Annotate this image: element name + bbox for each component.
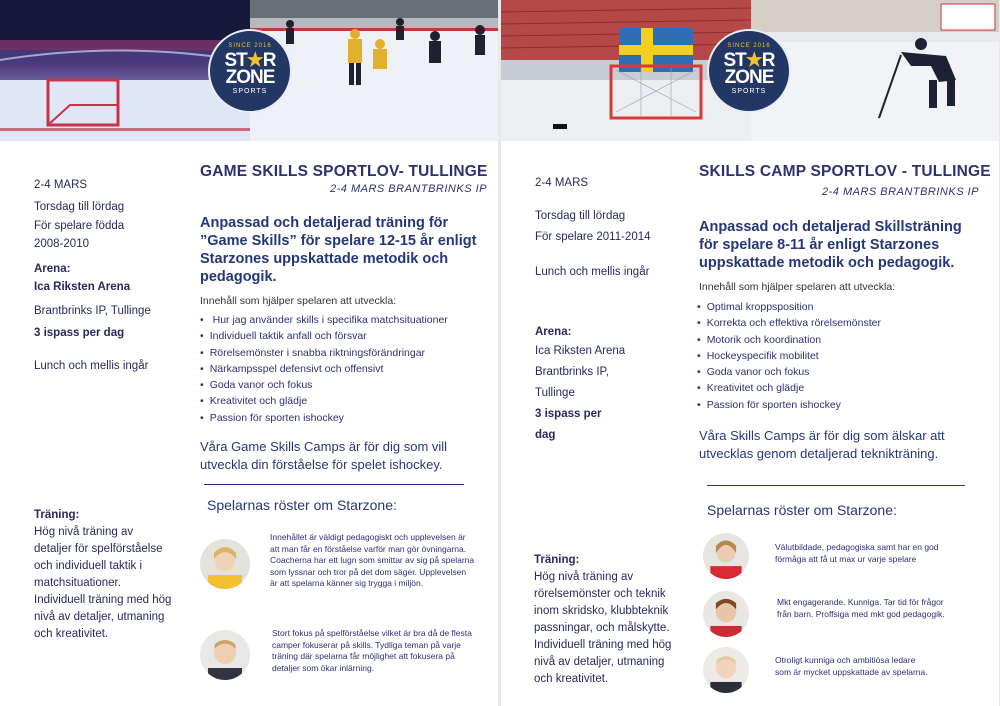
logo-since: SINCE 2016 — [727, 43, 771, 49]
list-item: • Hur jag använder skills i specifika matchsituationer — [200, 312, 448, 328]
ice-line: 3 ispass per — [535, 408, 602, 420]
arena-place: Brantbrinks IP, Tullinge — [34, 305, 151, 317]
page-title: GAME SKILLS SPORTLOV- TULLINGE — [200, 163, 488, 180]
camp-date: 2-4 MARS — [34, 179, 88, 191]
list-item: • Motorik och koordination — [697, 332, 881, 348]
logo-word-star: ST★R — [224, 50, 276, 71]
camp-claim — [200, 438, 447, 474]
lead-line: Anpassad och detaljerad Skillsträning — [699, 219, 962, 235]
list-item: • Korrekta och effektiva rörelsemönster — [697, 315, 881, 331]
lead-line: pedagogik. — [200, 269, 277, 285]
voices-heading: Spelarnas röster om Starzone: — [707, 502, 897, 518]
content-intro: Innehåll som hjälper spelaren att utveckla: — [699, 281, 896, 293]
player-avatar — [703, 647, 749, 693]
training-label: Träning: — [34, 509, 80, 521]
quote-line: träning där spelarna får möjlighet att fokusera på — [272, 651, 455, 661]
page-subtitle: 2-4 MARS BRANTBRINKS IP — [330, 183, 487, 195]
lead-line: Starzones uppskattade metodik och — [200, 251, 449, 267]
logo-word-star: ST★R — [723, 50, 775, 71]
birth-years: 2008-2010 — [34, 238, 89, 250]
training-line: inom skridsko, klubbteknik — [534, 605, 669, 617]
voices-heading: Spelarnas röster om Starzone: — [207, 497, 397, 513]
banner — [501, 0, 999, 141]
birth-label: För spelare födda — [34, 220, 125, 232]
content-list — [697, 299, 881, 413]
list-item: • Goda vanor och fokus — [697, 364, 881, 380]
quote-line: Innehållet är väldigt pedagogiskt och upplevelsen är — [270, 532, 466, 542]
content-list — [200, 312, 448, 426]
flyer-game-skills — [0, 0, 498, 706]
quote-line: förmåga att få ut max ur varje spelare — [775, 553, 917, 564]
divider — [204, 484, 464, 485]
info-column — [34, 176, 172, 375]
player-quote — [270, 532, 492, 590]
lead-line: ”Game Skills” för spelare 12-15 år enligt — [200, 233, 477, 249]
page-subtitle: 2-4 MARS BRANTBRINKS IP — [822, 186, 979, 198]
player-avatar — [200, 539, 250, 589]
player-quote — [272, 628, 494, 674]
training-label: Träning: — [534, 554, 580, 566]
arena-line: Brantbrinks IP, — [535, 366, 609, 378]
player-quote — [777, 597, 997, 620]
training-line: och kreativitet. — [34, 628, 109, 640]
list-item: • Närkampsspel defensivt och offensivt — [200, 361, 448, 377]
divider — [707, 485, 965, 486]
quote-line: Coacherna har ett lugn som smittar av sig på spelarna — [270, 555, 475, 565]
player-avatar — [200, 630, 250, 680]
logo-star-icon: ★ — [745, 50, 762, 71]
quote-line: är att spelarna känner sig trygga i miljön. — [270, 578, 424, 588]
player-quote — [775, 542, 995, 565]
quote-line: som lyssnar och tror på det dom säger. Upplevelsen — [270, 566, 467, 577]
lead-line: för spelare 8-11 år enligt Starzones — [699, 237, 940, 253]
training-line: rörelsemönster och teknik — [534, 588, 666, 600]
training-line: Hög nivå träning av — [34, 526, 134, 538]
list-item: • Passion för sporten ishockey — [200, 410, 448, 426]
logo-since: SINCE 2016 — [228, 43, 272, 49]
logo-sports: SPORTS — [731, 88, 767, 95]
list-item: • Individuell taktik anfall och försvar — [200, 328, 448, 344]
logo-sports: SPORTS — [232, 88, 268, 95]
quote-line: från barn. Proffsiga med mkt god pedagogik. — [777, 608, 945, 619]
player-quote — [775, 655, 995, 678]
arena-line: Tullinge — [535, 387, 575, 399]
starzone-logo — [707, 29, 791, 113]
arena-label: Arena: — [34, 263, 71, 275]
starzone-logo — [208, 29, 292, 113]
list-item: • Kreativitet och glädje — [200, 393, 448, 409]
arena-name: Ica Riksten Arena — [34, 281, 131, 293]
logo-word-zone: ZONE — [724, 67, 774, 88]
quote-line: camper fokuserar på skills. Tydliga teman på varje — [272, 639, 461, 650]
training-line: Individuell träning med hög — [534, 639, 672, 651]
list-item: • Kreativitet och glädje — [697, 380, 881, 396]
camp-claim — [699, 427, 945, 463]
content-intro: Innehåll som hjälper spelaren att utveckla: — [200, 295, 397, 307]
claim-line: utvecklas genom detaljerad teknikträning. — [699, 446, 939, 461]
arena-label: Arena: — [535, 326, 572, 338]
training-line: detaljer för spelförståelse — [34, 543, 163, 555]
list-item: • Optimal kroppsposition — [697, 299, 881, 315]
list-item: • Goda vanor och fokus — [200, 377, 448, 393]
player-avatar — [703, 533, 749, 579]
flyer-skills-camp — [501, 0, 999, 706]
camp-date: 2-4 MARS — [535, 177, 589, 189]
banner — [0, 0, 498, 141]
training-block — [34, 507, 174, 643]
lunch-info: Lunch och mellis ingår — [34, 360, 149, 372]
quote-line: Otroligt kunniga och ambitiösa ledare — [775, 655, 916, 665]
training-line: Individuell träning med hög — [34, 594, 172, 606]
claim-line: Våra Game Skills Camps är för dig som vill — [200, 439, 448, 454]
training-line: nivå av detaljer, utmaning — [534, 656, 665, 668]
training-line: nivå av detaljer, utmaning — [34, 611, 165, 623]
logo-word-zone: ZONE — [225, 67, 275, 88]
arena-line: Ica Riksten Arena — [535, 345, 626, 357]
lead-text — [699, 218, 989, 272]
claim-line: Våra Skills Camps är för dig som älskar att — [699, 428, 945, 443]
lunch-info: Lunch och mellis ingår — [535, 266, 650, 278]
list-item: • Rörelsemönster i snabba riktningsförändringar — [200, 345, 448, 361]
list-item: • Passion för sporten ishockey — [697, 397, 881, 413]
quote-line: Mkt engagerande. Kunniga. Tar tid för frågor — [777, 597, 944, 607]
camp-days: Torsdag till lördag — [34, 201, 125, 213]
training-line: och individuell taktik i — [34, 560, 143, 572]
ice-sessions: 3 ispass per dag — [34, 327, 125, 339]
birth-years: För spelare 2011-2014 — [535, 231, 651, 243]
lead-line: Anpassad och detaljerad träning för — [200, 215, 449, 231]
quote-line: Stort fokus på spelförståelse vilket är bra då de flesta — [272, 628, 472, 638]
camp-days: Torsdag till lördag — [535, 210, 626, 222]
list-item: • Hockeyspecifik mobilitet — [697, 348, 881, 364]
lead-line: uppskattade metodik och pedagogik. — [699, 255, 955, 271]
info-column — [535, 174, 673, 446]
logo-star-icon: ★ — [246, 50, 263, 71]
quote-line: detaljer som ökar inlärning. — [272, 662, 375, 673]
quote-line: som är mycket uppskattade av spelarna. — [775, 666, 928, 677]
player-avatar — [703, 591, 749, 637]
ice-line: dag — [535, 429, 556, 441]
page-title: SKILLS CAMP SPORTLOV - TULLINGE — [699, 163, 991, 180]
training-line: passningar, och målskytte. — [534, 622, 670, 634]
training-line: matchsituationer. — [34, 577, 121, 589]
quote-line: att man får en förståelse varför man gör övningarna. — [270, 543, 467, 554]
lead-text — [200, 214, 490, 286]
quote-line: Välutbildade, pedagogiska samt har en god — [775, 542, 939, 552]
claim-line: utveckla din förståelse för spelet ishockey. — [200, 457, 443, 472]
training-line: och kreativitet. — [534, 673, 609, 685]
training-line: Hög nivå träning av — [534, 571, 634, 583]
training-block — [534, 552, 674, 688]
